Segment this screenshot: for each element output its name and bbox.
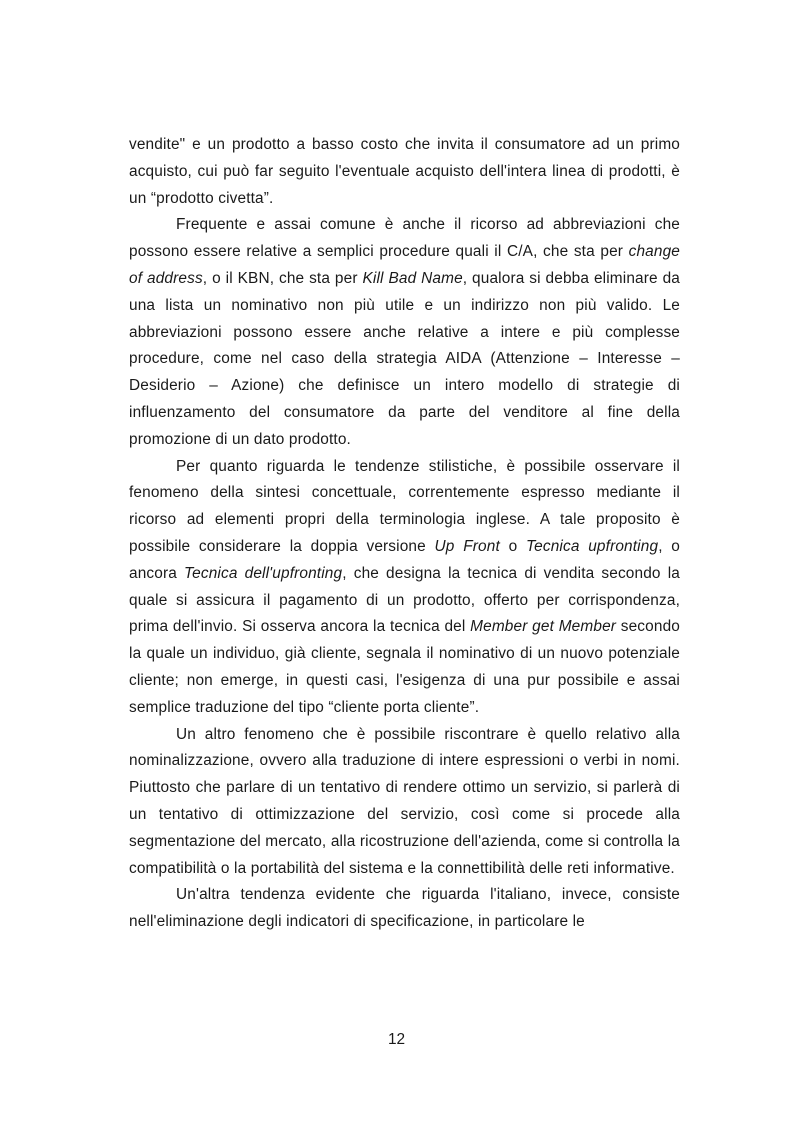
- text-run: , o il KBN, che sta per: [202, 269, 363, 287]
- italic-term: Tecnica upfronting: [526, 537, 659, 555]
- page-number: 12: [387, 1031, 406, 1048]
- text-run: , che designa la tecnica di vendita secondo la quale si assicura il pagamento di un prodotto, offerto per corrispondenza, prima dell'invio. Si osserva ancora la tecnica del: [129, 564, 680, 636]
- text-run: vendite" e un prodotto a basso costo che invita il consumatore ad un primo acquisto, cui può far seguito l'eventuale acquisto dell'intera linea di prodotti, è un “prodotto civetta”.: [129, 136, 680, 207]
- italic-term: change of address: [129, 243, 680, 287]
- text-run: Per quanto riguarda le tendenze stilistiche, è possibile osservare il fenomeno della sintesi concettuale, correntemente espresso mediante il ricorso ad elementi propri della terminologia inglese. A tale proposito è possibile considerare la doppia versione: [129, 457, 680, 555]
- paragraph-5: [129, 882, 680, 936]
- page-body: [129, 132, 680, 936]
- paragraph-2: [129, 212, 680, 453]
- italic-term: Kill Bad Name: [362, 269, 463, 287]
- text-run: Un'altra tendenza evidente che riguarda l'italiano, invece, consiste nell'eliminazione degli indicatori di specificazione, in particolare le: [129, 886, 680, 931]
- italic-term: Tecnica dell'upfronting: [184, 564, 343, 582]
- italic-term: Up Front: [434, 537, 500, 555]
- text-run: Frequente e assai comune è anche il ricorso ad abbreviazioni che possono essere relative a semplici procedure quali il C/A, che sta per: [129, 216, 680, 261]
- text-run: secondo la quale un individuo, già cliente, segnala il nominativo di un nuovo potenziale cliente; non emerge, in questi casi, l'esigenza di una pur possibile e assai semplice traduzione del tipo “cliente porta cliente”.: [129, 618, 680, 716]
- text-run: Un altro fenomeno che è possibile riscontrare è quello relativo alla nominalizzazione, ovvero alla traduzione di intere espressioni o verbi in nomi. Piuttosto che parlare di un tentativo di rendere ottimo un servizio, si parlerà di un tentativo di ottimizzazione del servizio, così come si procede alla segmentazione del mercato, alla ricostruzione dell'azienda, come si controlla la compatibilità o la portabilità del sistema e la connettibilità delle reti informative.: [129, 725, 680, 877]
- text-run: , o ancora: [129, 537, 681, 582]
- paragraph-1: [129, 132, 680, 212]
- paragraph-3: [129, 454, 680, 722]
- text-run: , qualora si debba eliminare da una lista un nominativo non più utile e un indirizzo non più valido. Le abbreviazioni possono essere anche relative a intere e più complesse procedure, come nel caso della strategia AIDA (Attenzione – Interesse – Desiderio – Azione) che definisce un intero modello di strategie di influenzamento del consumatore da parte del venditore al fine della promozione di un dato prodotto.: [129, 269, 681, 448]
- text-run: o: [499, 537, 526, 555]
- paragraph-4: [129, 722, 680, 883]
- italic-term: Member get Member: [470, 618, 617, 636]
